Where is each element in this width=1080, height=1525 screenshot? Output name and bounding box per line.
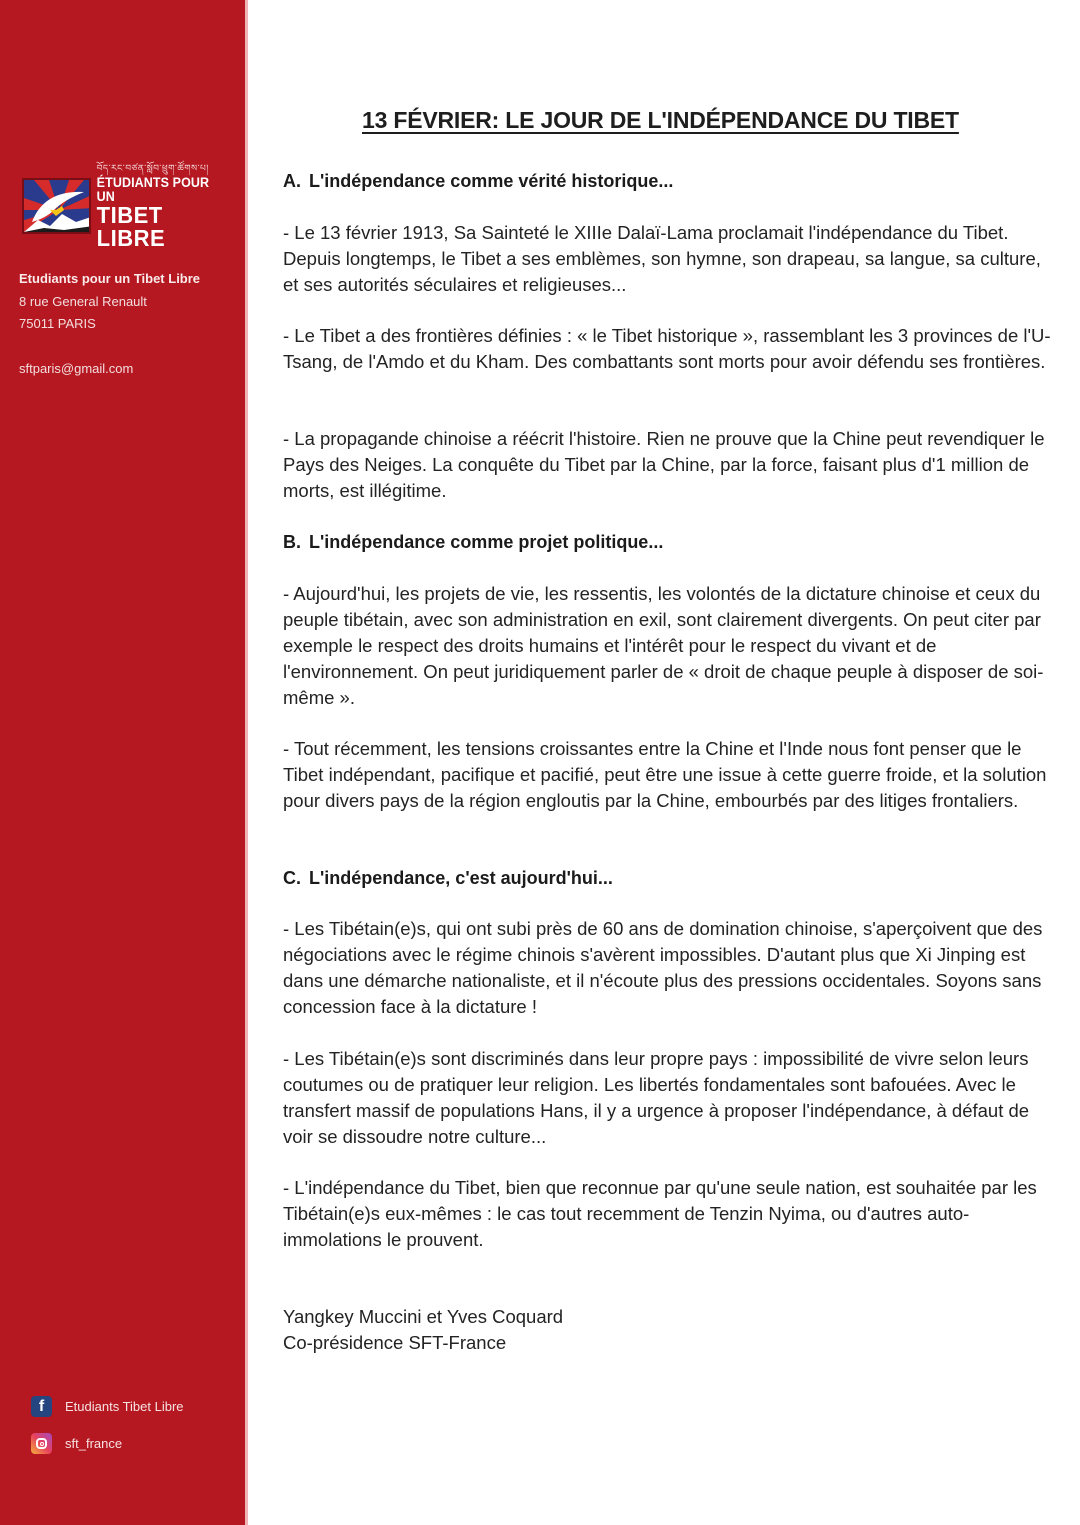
paragraph: - Le Tibet a des frontières définies : « le Tibet historique », rassemblant les 3 provinces de l'U-Tsang, de l'Amdo et du Kham. Des combattants sont morts pour avoir défendu ses frontières.: [283, 325, 1051, 372]
instagram-link[interactable]: [31, 1433, 122, 1454]
org-name: Etudiants pour un Tibet Libre: [19, 271, 201, 286]
section-letter: A.: [283, 171, 301, 191]
section-heading-a: [283, 171, 673, 192]
section-letter: C.: [283, 868, 301, 888]
facebook-link[interactable]: [31, 1396, 184, 1417]
section-title: L'indépendance, c'est aujourd'hui...: [309, 868, 613, 888]
section-letter: B.: [283, 532, 301, 552]
section-heading-c: [283, 868, 613, 889]
section-heading-b: [283, 532, 663, 553]
paragraph: - L'indépendance du Tibet, bien que reconnue par qu'une seule nation, est souhaitée par les Tibétain(e)s eux-mêmes : le cas tout recemment de Tenzin Nyima, ou d'autres auto-immolations le prouvent.: [283, 1177, 1037, 1250]
paragraph: - Aujourd'hui, les projets de vie, les ressentis, les volontés de la dictature chinoise et ceux du peuple tibétain, avec son administration en exil, sont clairement divergents. On peut citer par exemple le respect des droits humains et l'intérêt pour le respect du vivant et de l'environnement. On peut juridiquement parler de « droit de chaque peuple à disposer de soi-même ».: [283, 583, 1044, 708]
logo-tibetan-text: བོད་རང་བཙན་སློབ་ཕྲུག་ཚོགས་པ།: [96, 162, 209, 173]
signature: [283, 1304, 563, 1356]
facebook-label: Etudiants Tibet Libre: [65, 1399, 184, 1414]
paragraph: - Le 13 février 1913, Sa Sainteté le XIIIe Dalaï-Lama proclamait l'indépendance du Tibet. Depuis longtemps, le Tibet a ses emblèmes, son hymne, son drapeau, sa langue, sa culture, et ses autorités séculaires et religieuses...: [283, 222, 1041, 295]
instagram-label: sft_france: [65, 1436, 123, 1451]
logo-line2: TIBET LIBRE: [96, 201, 166, 251]
page-title: 13 FÉVRIER: LE JOUR DE L'INDÉPENDANCE DU TIBET: [362, 107, 959, 133]
paragraph: - La propagande chinoise a réécrit l'histoire. Rien ne prouve que la Chine peut revendiquer le Pays des Neiges. La conquête du Tibet par la Chine, par la force, faisant plus d'1 million de morts, est illégitime.: [283, 428, 1045, 501]
paragraph: - Les Tibétain(e)s sont discriminés dans leur propre pays : impossibilité de vivre selon leurs coutumes ou de pratiquer leur religion. Les libertés fondamentales sont bafouées. Avec le transfert massif de populations Hans, il y a urgence à proposer l'indépendance, à défaut de voir se dissoudre notre culture...: [283, 1048, 1030, 1147]
signature-role: Co-présidence SFT-France: [283, 1332, 507, 1353]
section-title: L'indépendance comme vérité historique...: [309, 171, 674, 191]
sidebar: [0, 0, 245, 1525]
sft-logo: [22, 162, 227, 251]
paragraph: - Les Tibétain(e)s, qui ont subi près de 60 ans de domination chinoise, s'aperçoivent que des négociations avec le régime chinois s'avèrent impossibles. D'autant plus que Xi Jinping est dans une démarche nationaliste, et il n'écoute plus des pressions occidentales. Soyons sans concession face à la dictature !: [283, 918, 1043, 1017]
facebook-icon: f: [31, 1396, 52, 1417]
snow-lion-flag-icon: [22, 178, 91, 234]
contact-info: [19, 268, 200, 380]
sidebar-divider: [245, 0, 248, 1525]
email-link[interactable]: sftparis@gmail.com: [19, 360, 134, 376]
signature-names: Yangkey Muccini et Yves Coquard: [283, 1306, 564, 1327]
instagram-icon: [31, 1433, 52, 1454]
paragraph: - Tout récemment, les tensions croissantes entre la Chine et l'Inde nous font penser que le Tibet indépendant, pacifique et pacifié, peut être une issue à cette guerre froide, et la solution pour divers pays de la région engloutis par la Chine, embourbés par des litiges frontaliers.: [283, 738, 1047, 811]
logo-line1: ÉTUDIANTS POUR UN: [96, 174, 210, 204]
section-title: L'indépendance comme projet politique...: [309, 532, 664, 552]
address-city: 75011 PARIS: [19, 316, 96, 331]
address-street: 8 rue General Renault: [19, 293, 147, 309]
